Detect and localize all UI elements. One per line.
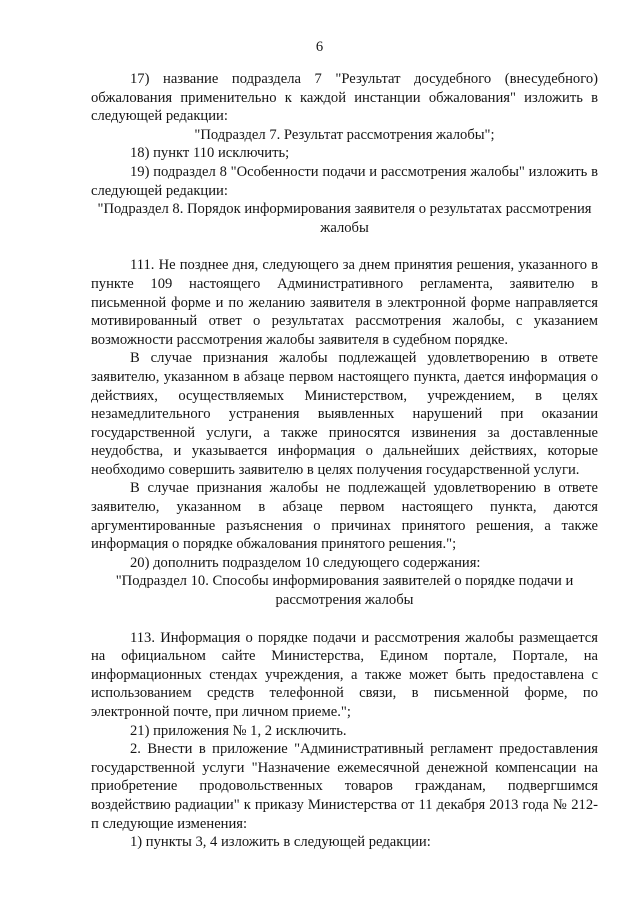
quoted-heading-subsection-10: "Подраздел 10. Способы информирования заявителей о порядке подачи и рассмотрения жалобы xyxy=(115,573,574,609)
page-number: 6 xyxy=(315,39,324,55)
paragraph-item-1: 1) пункты 3, 4 изложить в следующей редакции: xyxy=(130,834,431,851)
paragraph-point-113: 113. Информация о порядке подачи и рассмотрения жалобы размещается на официальном сайте Министерства, Едином портале, Портале, на информационных стендах учреждения, а также может быть предоставлена с использованием средств телефонной связи, в письменной форме, по электронной почте, при личном приеме."; xyxy=(91,629,598,720)
paragraph-item-19: 19) подраздел 8 "Особенности подачи и рассмотрения жалобы" изложить в следующей редакции: xyxy=(91,163,598,199)
paragraph-section-2: 2. Внести в приложение "Административный регламент предоставления государственной услуги "Назначение ежемесячной денежной компенсации на приобретение продовольственных товаров гражданам, подвергшимся воздействию радиации" к приказу Министерства от 11 декабря 2013 года № 212-п следующие изменения: xyxy=(91,741,598,832)
quoted-heading-subsection-8: "Подраздел 8. Порядок информирования заявителя о результатах рассмотрения жалобы xyxy=(97,201,592,236)
document-body xyxy=(91,70,598,852)
paragraph-point-111: 111. Не позднее дня, следующего за днем принятия решения, указанного в пункте 109 настоящего Административного регламента, заявителю в письменной форме и по желанию заявителя в электронной форме направляется мотивированный ответ о результатах рассмотрения жалобы, с указанием возможности рассмотрения жалобы заявителя в судебном порядке. xyxy=(91,257,598,348)
paragraph-rejected-complaint: В случае признания жалобы не подлежащей удовлетворению в ответе заявителю, указанном в абзаце первом настоящего пункта, даются аргументированные разъяснения о причинах принятого решения, а также информация о порядке обжалования принятого решения."; xyxy=(91,480,598,553)
paragraph-item-21: 21) приложения № 1, 2 исключить. xyxy=(130,722,347,739)
paragraph-item-20: 20) дополнить подразделом 10 следующего содержания: xyxy=(130,554,481,571)
spacer xyxy=(91,237,598,256)
paragraph-item-18: 18) пункт 110 исключить; xyxy=(130,145,290,162)
quoted-heading-subsection-7: "Подраздел 7. Результат рассмотрения жалобы"; xyxy=(194,126,495,143)
spacer xyxy=(91,610,598,629)
paragraph-satisfied-complaint: В случае признания жалобы подлежащей удовлетворению в ответе заявителю, указанном в абзаце первом настоящего пункта, дается информация о действиях, осуществляемых Министерством, учреждением, в целях незамедлительного устранения выявленных нарушений при оказании государственной услуги, а также приносятся извинения за доставленные неудобства, и указывается информация о дальнейших действиях, которые необходимо совершить заявителю в целях получения государственной услуги. xyxy=(91,350,598,478)
paragraph-item-17: 17) название подраздела 7 "Результат досудебного (внесудебного) обжалования применительно к каждой инстанции обжалования" изложить в следующей редакции: xyxy=(91,71,598,125)
